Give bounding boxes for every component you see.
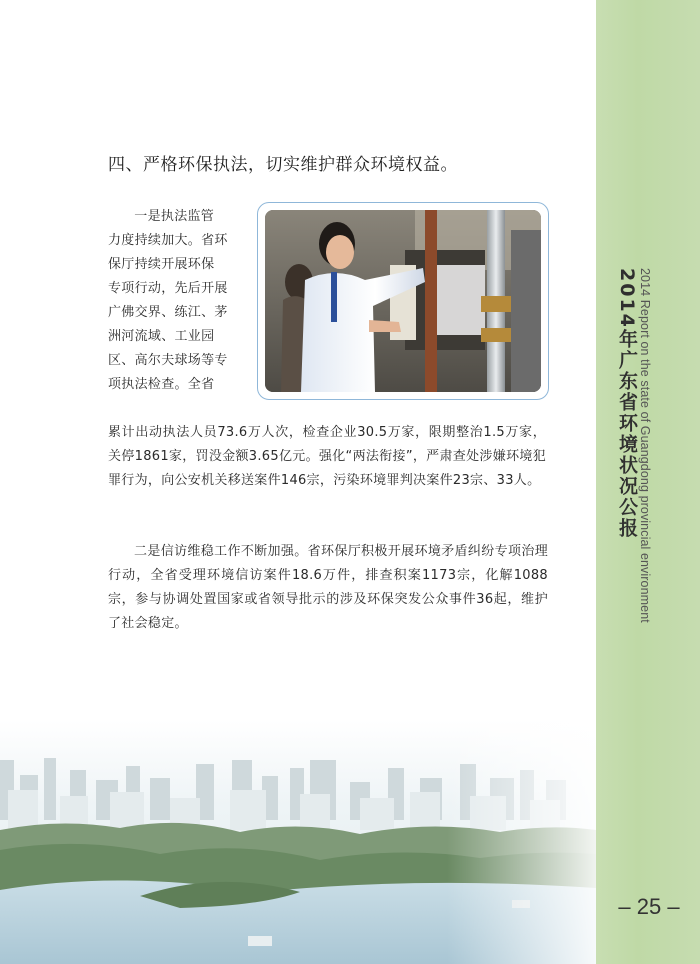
sidebar-subtitle: 2014 Report on the state of Guangdong provincial environment bbox=[638, 268, 652, 623]
paragraph-1-line: 保厅持续开展环保 bbox=[108, 257, 215, 272]
sidebar-title-block bbox=[608, 268, 668, 628]
inspection-photo bbox=[265, 210, 541, 392]
photo-frame bbox=[257, 202, 549, 400]
city-landscape-illustration bbox=[0, 720, 596, 964]
paragraph-1-line: 一是执法监管 bbox=[121, 209, 215, 224]
page-number: – 25 – bbox=[618, 894, 680, 919]
paragraph-1-column bbox=[108, 205, 240, 397]
sidebar-title: 2014年广东省环境状况公报 bbox=[616, 268, 638, 539]
section-heading: 四、严格环保执法，切实维护群众环境权益。 bbox=[108, 155, 458, 175]
city-landscape-banner bbox=[0, 720, 596, 964]
paragraph-2: 二是信访维稳工作不断加强。省环保厅积极开展环境矛盾纠纷专项治理行动，全省受理环境信访案件18.6万件，排查积案1173宗，化解1088宗，参与协调处置国家或省领导批示的涉及环保突发公众事件36起，维护了社会稳定。 bbox=[108, 544, 548, 631]
paragraph-1-line: 广佛交界、练江、茅 bbox=[108, 305, 228, 320]
paragraph-1-line: 专项行动，先后开展 bbox=[108, 281, 228, 296]
paragraph-1-line: 洲河流域、工业园 bbox=[108, 329, 215, 344]
paragraph-1-line: 区、高尔夫球场等专 bbox=[108, 353, 228, 368]
paragraph-1-line: 力度持续加大。省环 bbox=[108, 233, 228, 248]
paragraph-1-line: 项执法检查。全省 bbox=[108, 377, 215, 392]
paragraph-1-continuation: 累计出动执法人员73.6万人次，检查企业30.5万家，限期整治1.5万家，关停1861家，罚没金额3.65亿元。强化“两法衔接”，严肃查处涉嫌环境犯罪行为，向公安机关移送案件146宗，污染环境罪判决案件23宗、33人。 bbox=[108, 425, 546, 488]
inspection-photo-illustration bbox=[265, 210, 541, 392]
